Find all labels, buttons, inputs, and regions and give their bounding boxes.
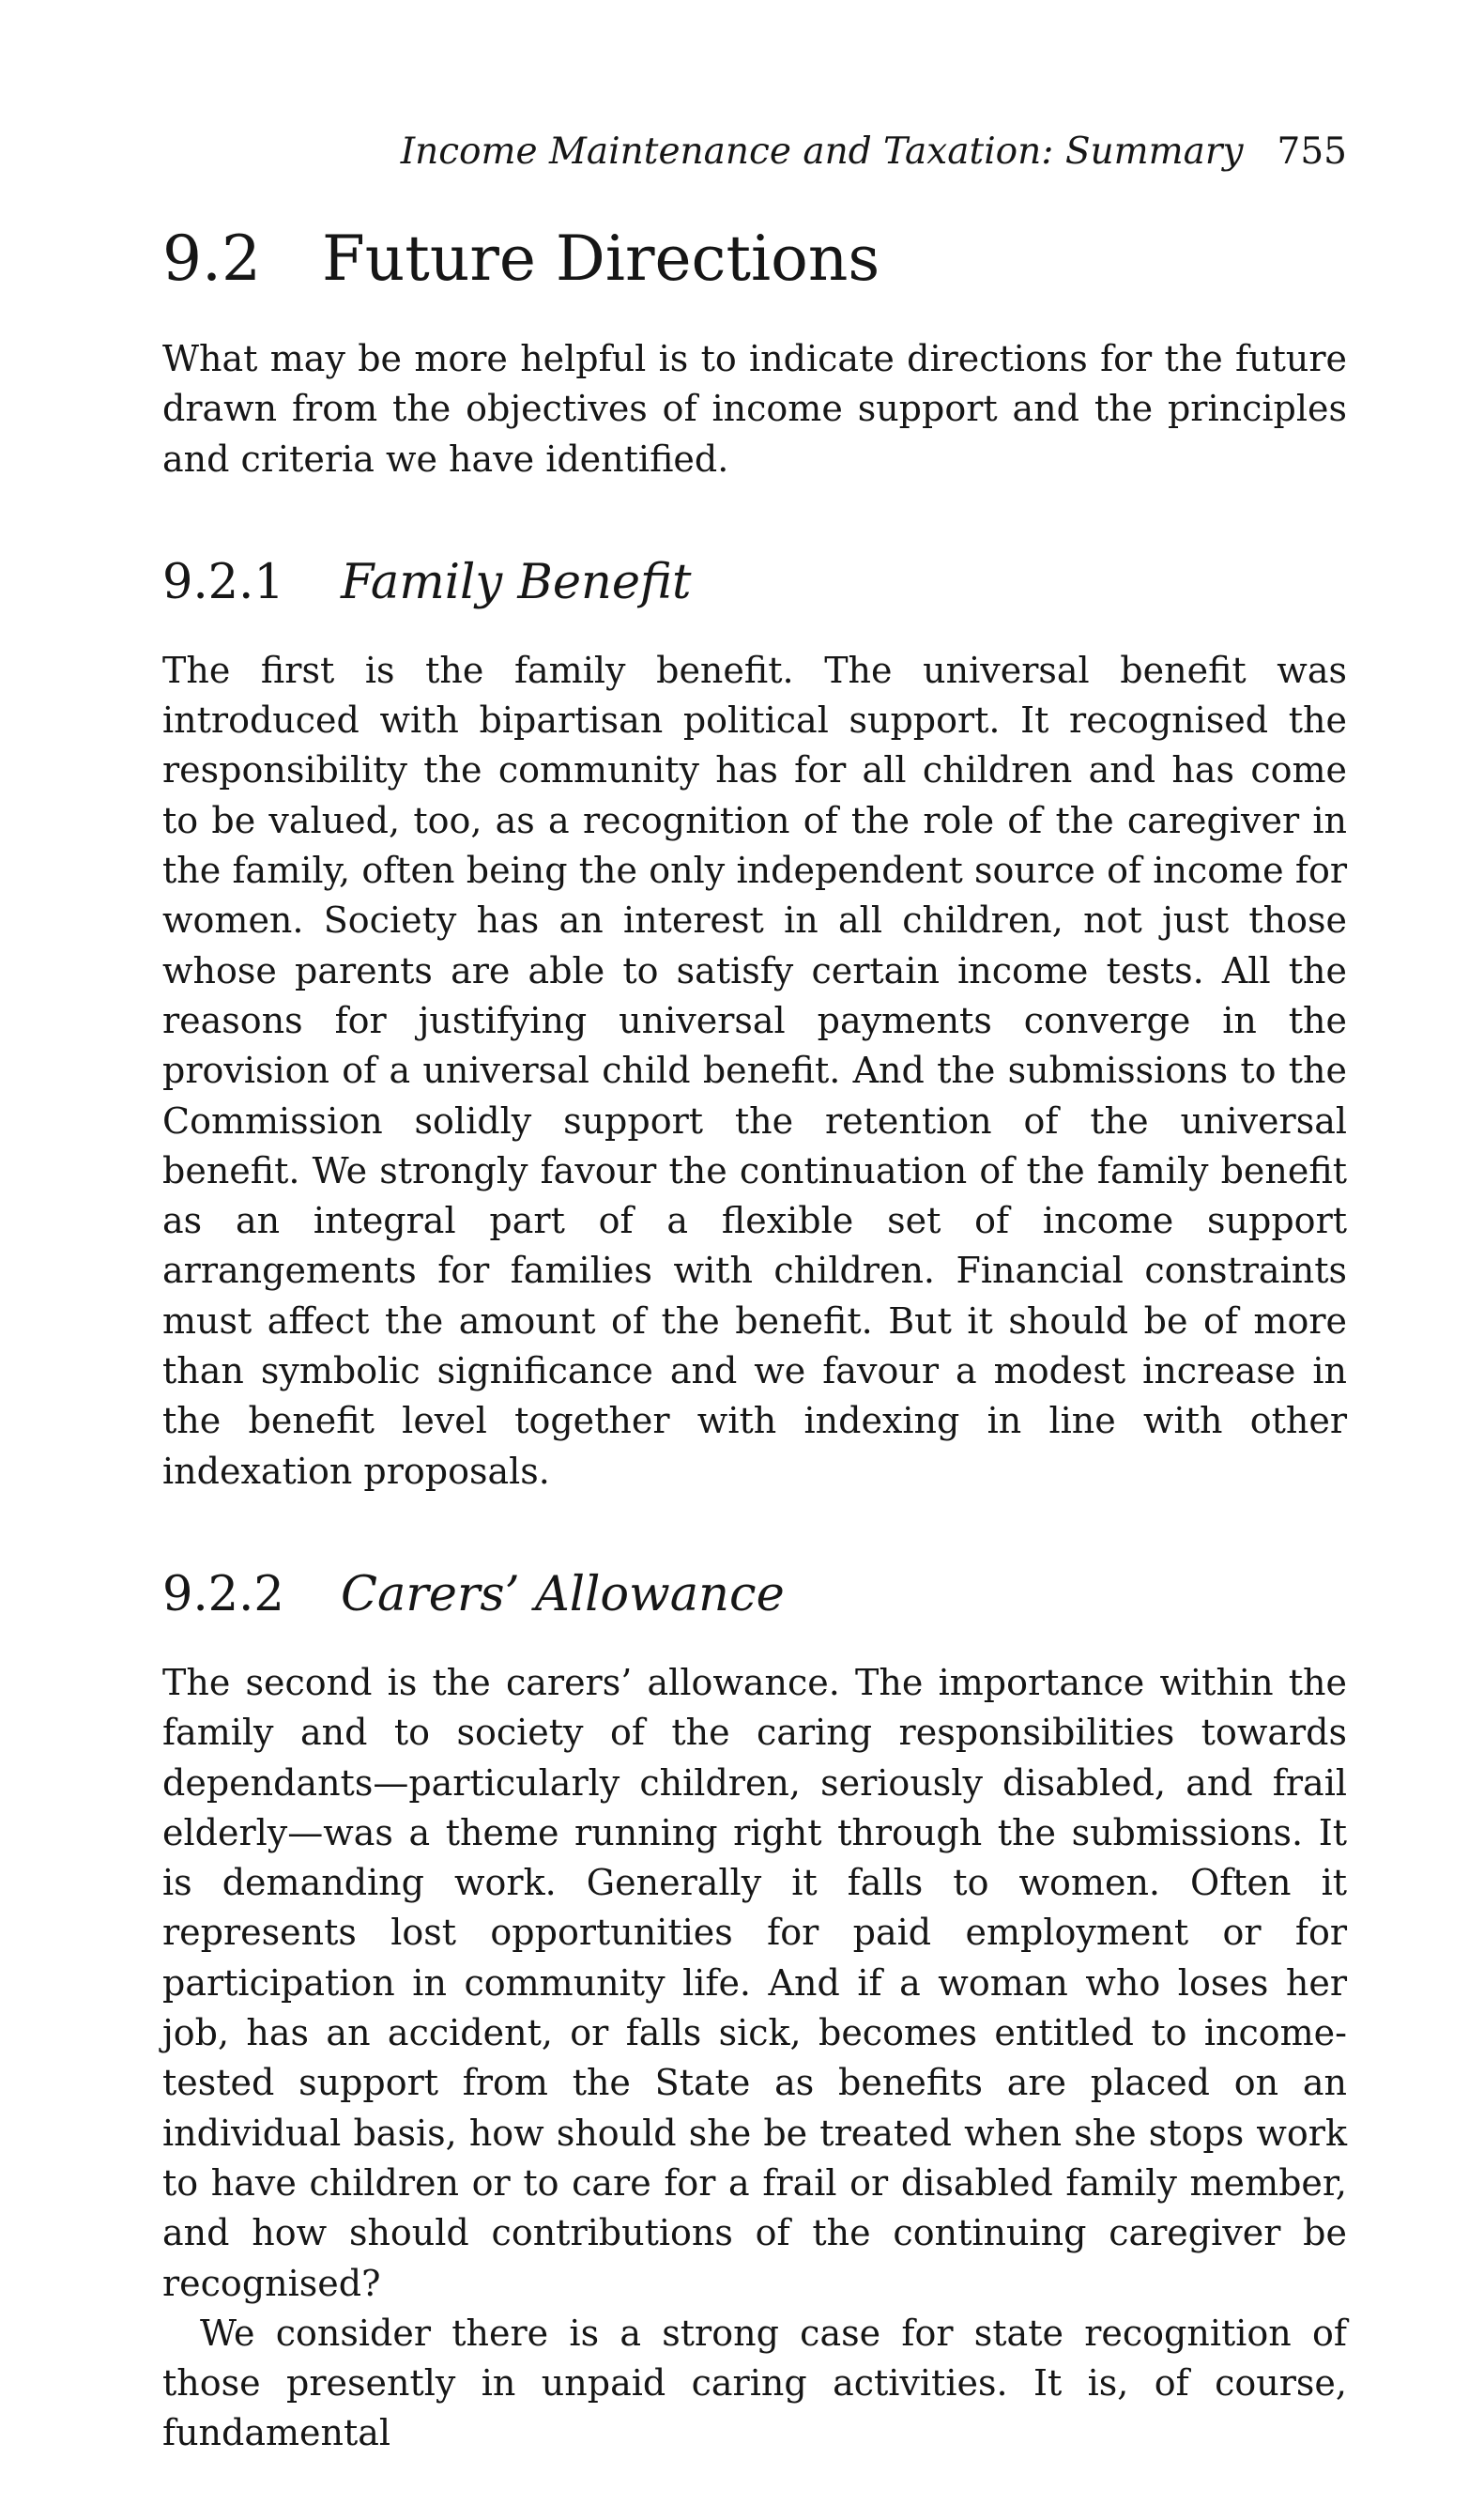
section-number: 9.2	[162, 223, 261, 295]
subsection-title: Family Benefit	[341, 554, 692, 610]
subsection-heading-carers-allowance	[162, 1564, 1347, 1626]
running-head-title: Income Maintenance and Taxation: Summary	[400, 131, 1244, 173]
subsection-heading-family-benefit	[162, 552, 1347, 614]
running-head	[162, 130, 1347, 184]
section-title: Future Directions	[322, 223, 880, 295]
carers-allowance-paragraph: We consider there is a strong case for state recognition of those presently in unpaid caring activities. It is, of course, fundamental	[162, 2312, 1347, 2454]
subsection-number: 9.2.1	[162, 554, 284, 610]
book-page	[162, 130, 1347, 2459]
subsection-number: 9.2.2	[162, 1566, 284, 1622]
section-heading	[162, 220, 1347, 299]
carers-allowance-paragraph: The second is the carers’ allowance. The importance within the family and to society of the caring responsibilities towards dependants—particularly children, seriously disabled, and frail elderly—was a theme running right through the submissions. It is demanding work. Generally it falls to women. Often it represents lost opportunities for paid employment or for participation in community life. And if a woman who loses her job, has an accident, or falls sick, becomes entitled to income-tested support from the State as benefits are placed on an individual basis, how should she be treated when she stops work to have children or to care for a frail or disabled family member, and how should contributions of the continuing caregiver be recognised?	[162, 1661, 1347, 2304]
subsection-title: Carers’ Allowance	[341, 1566, 785, 1622]
page-number: 755	[1277, 131, 1347, 173]
section-intro-paragraph: What may be more helpful is to indicate directions for the future drawn from the objectives of income support and the principles and criteria we have identified.	[162, 338, 1347, 480]
family-benefit-paragraph: The first is the family benefit. The universal benefit was introduced with bipartisan political support. It recognised the responsibility the community has for all children and has come to be valued, too, as a recognition of the role of the caregiver in the family, often being the only independent source of income for women. Society has an interest in all children, not just those whose parents are able to satisfy certain income tests. All the reasons for justifying universal payments converge in the provision of a universal child benefit. And the submissions to the Commission solidly support the retention of the universal benefit. We strongly favour the continuation of the family benefit as an integral part of a flexible set of income support arrangements for families with children. Financial constraints must affect the amount of the benefit. But it should be of more than symbolic significance and we favour a modest increase in the benefit level together with indexing in line with other indexation proposals.	[162, 649, 1347, 1492]
